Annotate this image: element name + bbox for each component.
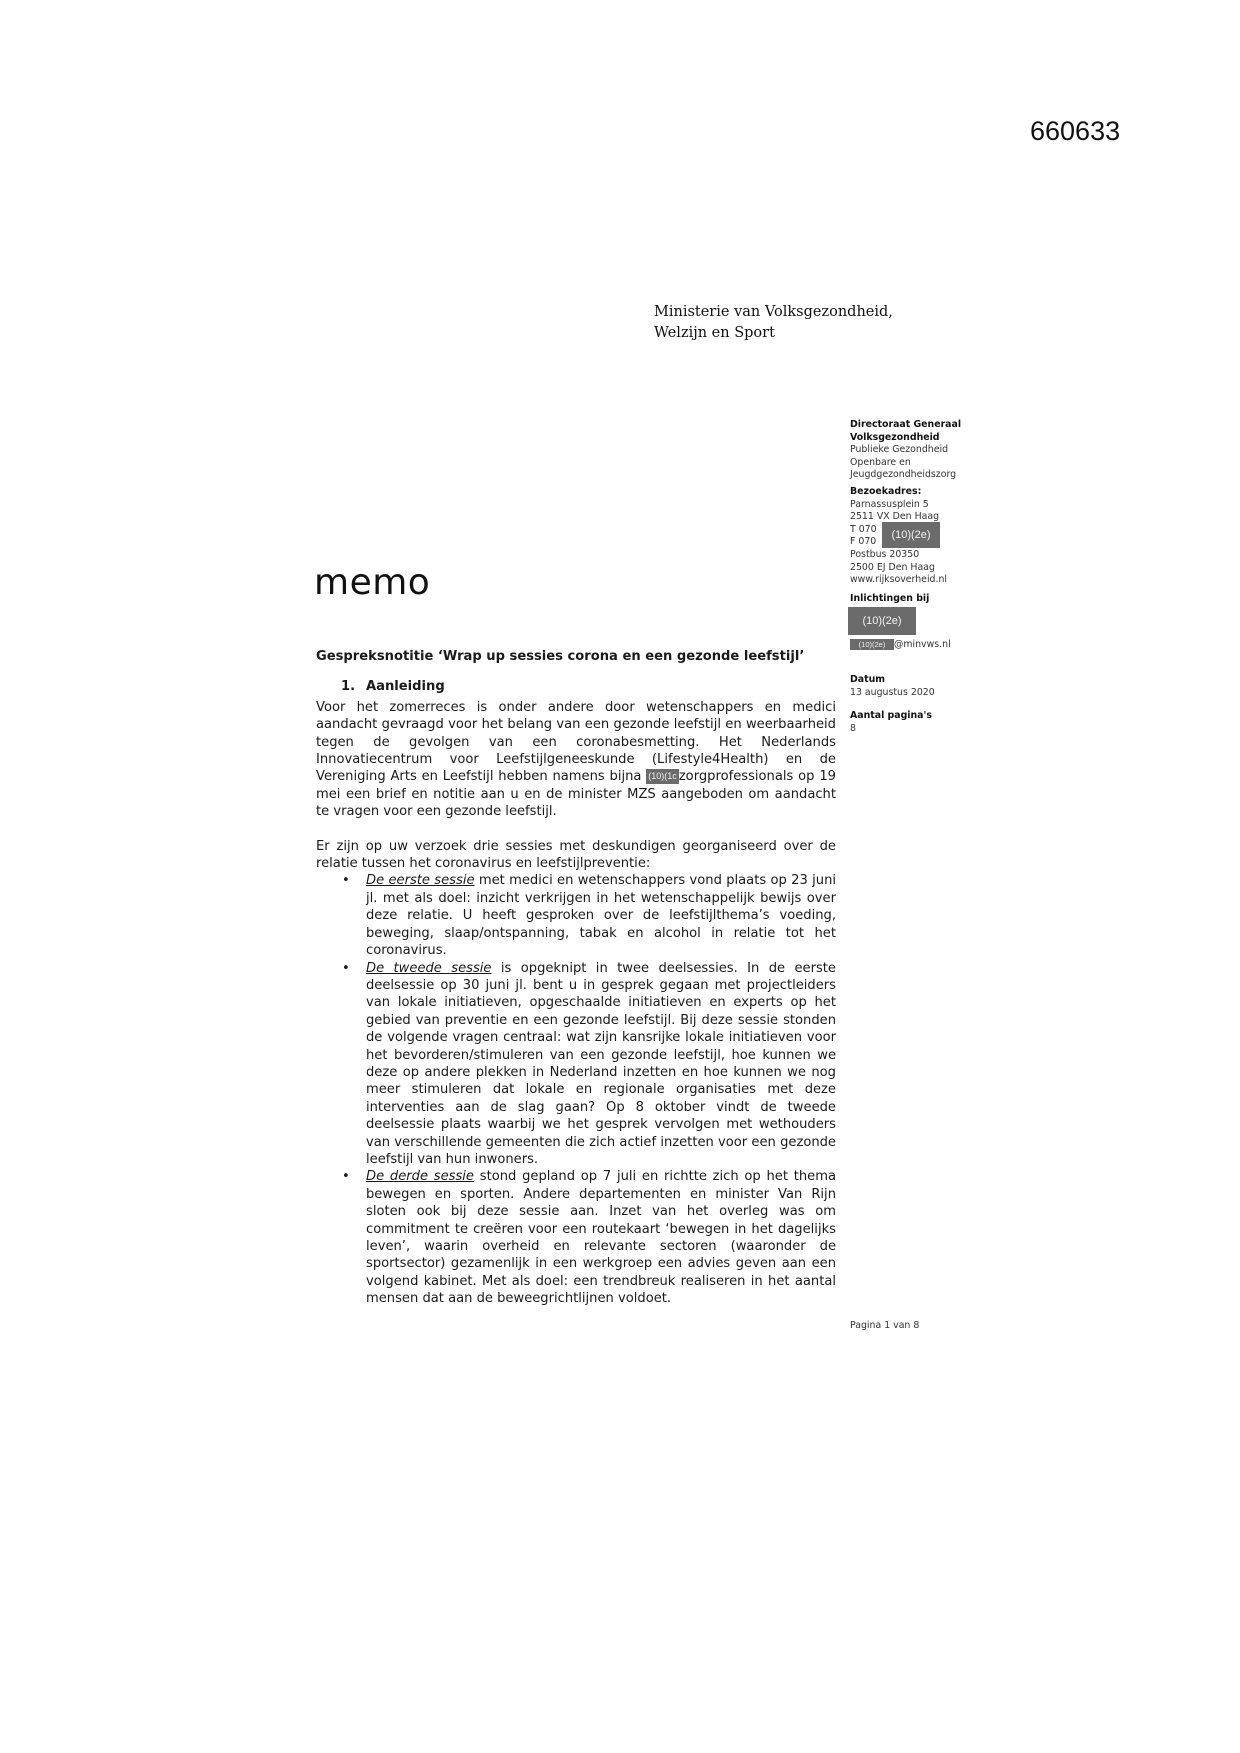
- paragraph-sessions: Er zijn op uw verzoek drie sessies met deskundigen georganiseerd over de relatie tussen het coronavirus en leefstijlpreventie:: [316, 838, 836, 872]
- session-text: is opgeknipt in twee deelsessies. In de eerste deelsessie op 30 juni jl. bent u in gesprek gegaan met projectleiders van lokale initiatieven, opgeschaalde initiatieven en experts op het gebied van preventie en een gezonde leefstijl. Bij deze sessie stonden de volgende vragen centraal: wat zijn kansrijke lokale initiatieven voor het bevorderen/stimuleren van een gezonde leefstijl, hoe kunnen we deze op andere plekken in Nederland inzetten en hoe kunnen we nog meer stimuleren dat lokale en regionale organisaties met deze interventies aan de slag gaan? Op 8 oktober vindt de tweede deelsessie plaats waarbij we het gesprek vervolgen met wethouders van verschillende gemeenten die zich actief inzetten voor een gezonde leefstijl van hun inwoners.: [366, 960, 836, 1167]
- paragraph-intro-part-1: Voor het zomerreces is onder andere door wetenschappers en medici aandacht gevraagd voor het belang van een gezonde leefstijl en weerbaarheid tegen de gevolgen van een coronabesmetting. Het Nederlands Innovatiecentrum voor Leefstijlgeneeskunde (Lifestyle4Health) en de Vereniging Arts en Leefstijl hebben namens bijna: [316, 699, 836, 785]
- sidebar-email-domain: @minvws.nl: [894, 639, 951, 650]
- sidebar-email: [850, 639, 951, 652]
- sidebar-dept-line-1: Publieke Gezondheid: [850, 444, 949, 456]
- count-redaction: (10)(1c: [646, 769, 679, 784]
- section-title: Aanleiding: [366, 679, 445, 695]
- session-lead: De eerste sessie: [366, 873, 475, 889]
- ministry-name: [654, 302, 893, 344]
- memo-body: [316, 648, 836, 1308]
- section-heading: [341, 678, 836, 695]
- sidebar-org-line-1: Directoraat Generaal: [850, 419, 962, 430]
- paragraph-intro: [316, 699, 836, 821]
- sidebar-org-line-2: Volksgezondheid: [850, 431, 940, 443]
- list-item: [316, 960, 836, 1169]
- page-footer: Pagina 1 van 8: [850, 1320, 920, 1331]
- sidebar-website: www.rijksoverheid.nl: [850, 574, 948, 586]
- sidebar-pages-value: 8: [850, 722, 856, 734]
- sidebar-visit-label: Bezoekadres:: [850, 486, 922, 497]
- session-text: met medici en wetenschappers vond plaats op 23 juni jl. met als doel: inzicht verkrijgen in het wetenschappelijk bewijs over deze relatie. U heeft gesproken over de leefstijlthema’s voeding, beweging, slaap/ontspanning, tabak en alcohol in relatie tot het coronavirus.: [366, 873, 836, 959]
- contact-redaction: (10)(2e): [848, 607, 916, 635]
- sidebar-dept-line-2: Openbare en: [850, 456, 911, 468]
- sidebar-phone: T 070: [850, 523, 877, 535]
- memo-title: Gespreksnotitie ‘Wrap up sessies corona en een gezonde leefstijl’: [316, 649, 805, 664]
- bullet-marker: •: [342, 873, 350, 889]
- list-item: [316, 872, 836, 959]
- sidebar-address-line-1: Parnassusplein 5: [850, 498, 929, 510]
- email-redaction: (10)(2e): [850, 639, 894, 650]
- document-number: 660633: [1030, 116, 1121, 146]
- paragraph-intro-part-2: zorgprofessionals op 19 mei een brief en notitie aan u en de minister MZS aangeboden om aandacht te vragen voor een gezonde leefstijl.: [316, 769, 836, 820]
- sidebar-date-value: 13 augustus 2020: [850, 686, 935, 698]
- memo-heading: memo: [314, 562, 431, 603]
- sidebar-dept-line-3: Jeugdgezondheidszorg: [850, 469, 957, 481]
- sidebar-address-line-2: 2511 VX Den Haag: [850, 511, 940, 523]
- sidebar-contact-label-text: Inlichtingen bij: [850, 593, 930, 604]
- session-text: stond gepland op 7 juli en richtte zich op het thema bewegen en sporten. Andere departementen en minister Van Rijn sloten ook bij deze sessie aan. Inzet van het overleg was om commitment te creëren voor een routekaart ‘bewegen in het dagelijks leven’, waarin overheid en relevante sectoren (waaronder de sportsector) gezamenlijk in een werkgroep een advies geven aan een volgend kabinet. Met als doel: een trendbreuk realiseren in het aantal mensen dat aan de beweegrichtlijnen voldoet.: [366, 1169, 837, 1307]
- bullet-marker: •: [342, 960, 350, 976]
- sidebar-post-city: 2500 EJ Den Haag: [850, 561, 935, 573]
- sessions-list: [316, 872, 836, 1307]
- sidebar-pages: [850, 710, 932, 735]
- sidebar-date-label: Datum: [850, 674, 886, 685]
- session-lead: De derde sessie: [366, 1169, 474, 1185]
- phone-redaction: (10)(2e): [882, 522, 940, 548]
- sidebar-fax: F 070: [850, 536, 877, 548]
- session-lead: De tweede sessie: [366, 960, 492, 976]
- section-number: 1.: [341, 679, 356, 695]
- list-item: [316, 1168, 836, 1307]
- ministry-line-1: Ministerie van Volksgezondheid,: [654, 304, 893, 320]
- sidebar-org: [850, 419, 961, 482]
- sidebar-postbus: Postbus 20350: [850, 548, 920, 560]
- bullet-marker: •: [342, 1169, 350, 1185]
- ministry-line-2: Welzijn en Sport: [654, 325, 775, 341]
- sidebar-contact-label: [850, 593, 929, 606]
- sidebar-date: [850, 674, 935, 699]
- sidebar-pages-label: Aantal pagina's: [850, 710, 932, 721]
